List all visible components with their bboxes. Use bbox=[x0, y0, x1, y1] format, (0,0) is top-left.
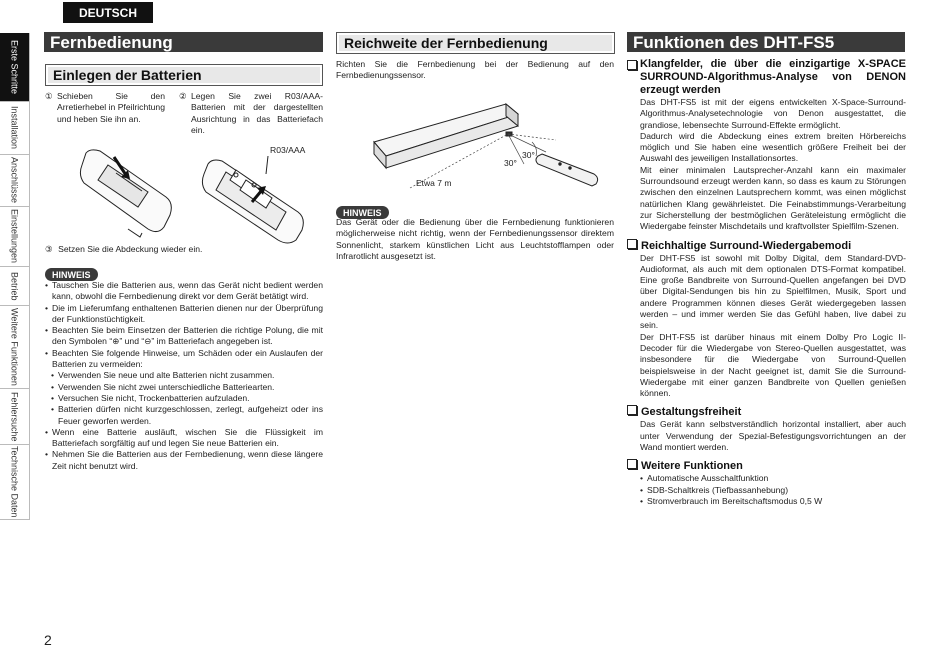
list-item: • Stromverbrauch im Bereitschaftsmodus 0,5 W bbox=[640, 496, 906, 507]
list-item: • Versuchen Sie nicht, Trockenbatterien aufzuladen. bbox=[45, 393, 323, 404]
battery-notes bbox=[45, 280, 323, 472]
list-item: • Wenn eine Batterie ausläuft, wischen Sie die Flüssigkeit im Batteriefach sorgfältig auf und legen Sie neue Batterien ein. bbox=[45, 427, 323, 450]
list-item: • SDB-Schaltkreis (Tiefbassanhebung) bbox=[640, 485, 906, 496]
checkbox-square-icon bbox=[627, 405, 637, 415]
remote-cover-illustration bbox=[78, 145, 178, 240]
nav-item-label: Weitere Funktionen bbox=[9, 308, 20, 386]
checkbox-square-icon bbox=[627, 60, 637, 70]
nav-item-fehlersuche[interactable] bbox=[0, 389, 29, 445]
step-1 bbox=[45, 91, 165, 125]
distance-label: Etwa 7 m bbox=[416, 178, 452, 188]
feature-section bbox=[627, 58, 906, 233]
list-item: • Verwenden Sie nicht zwei unterschiedliche Batteriearten. bbox=[45, 382, 323, 393]
nav-item-betrieb[interactable] bbox=[0, 267, 29, 306]
feature-heading bbox=[627, 239, 906, 253]
feature-heading-text: Gestaltungsfreiheit bbox=[641, 406, 742, 419]
subtitle-einlegen-batterien: Einlegen der Batterien bbox=[45, 64, 323, 86]
battery-insert-illustration bbox=[200, 150, 315, 245]
section-title-fernbedienung: Fernbedienung bbox=[44, 32, 323, 52]
page-number: 2 bbox=[44, 632, 52, 648]
step-1-text: Schieben Sie den Arretierhebel in Pfeilrichtung und heben Sie ihn an. bbox=[57, 91, 165, 124]
step-1-number: ① bbox=[45, 91, 53, 101]
step-2-number: ② bbox=[179, 91, 187, 101]
list-item: • Beachten Sie folgende Hinweise, um Schäden oder ein Auslaufen der Batterien zu vermeiden: bbox=[45, 348, 323, 371]
nav-item-einstellungen[interactable] bbox=[0, 207, 29, 267]
range-diagram bbox=[356, 90, 616, 200]
nav-item-erste-schritte[interactable] bbox=[0, 33, 29, 102]
nav-item-anschluesse[interactable] bbox=[0, 155, 29, 207]
feature-text bbox=[640, 473, 906, 507]
feature-text bbox=[640, 253, 906, 400]
angle-label-1: 30° bbox=[522, 150, 535, 160]
nav-item-technische-daten[interactable] bbox=[0, 445, 29, 520]
checkbox-square-icon bbox=[627, 459, 637, 469]
list-item: • Beachten Sie beim Einsetzen der Batterien die richtige Polung, die mit den Symbolen “⊕” und “⊖” im Batteriefach angegeben ist. bbox=[45, 325, 323, 348]
feature-text bbox=[640, 419, 906, 453]
nav-item-label: Installation bbox=[9, 106, 20, 150]
list-item: • Automatische Ausschaltfunktion bbox=[640, 473, 906, 484]
feature-section bbox=[627, 405, 906, 453]
hinweis-badge-label: HINWEIS bbox=[45, 268, 98, 281]
feature-paragraph: Dadurch wird die Abdeckung eines extrem breiten Hörbereichs möglich und Sie haben eine wesentlich größere Freiheit bei der Auswahl des jeweiligen Installationsortes. bbox=[640, 130, 906, 164]
step-2-text: Legen Sie zwei R03/AAA-Batterien mit der dargestellten Ausrichtung in das Batteriefach ein. bbox=[191, 91, 323, 135]
nav-item-weitere-funktionen[interactable] bbox=[0, 306, 29, 389]
checkbox-square-icon bbox=[627, 239, 637, 249]
range-intro-text: Richten Sie die Fernbedienung bei der Bedienung auf den Fernbedienungssensor. bbox=[336, 59, 614, 81]
list-item: • Tauschen Sie die Batterien aus, wenn das Gerät nicht bedient werden kann, obwohl die Fernbedienung direkt vor dem Gerät betätigt wird. bbox=[45, 280, 323, 303]
hinweis-badge-label: HINWEIS bbox=[336, 206, 389, 219]
further-functions-list bbox=[640, 473, 906, 507]
nav-item-label: Erste Schritte bbox=[9, 39, 20, 95]
feature-text bbox=[640, 97, 906, 233]
feature-heading-text: Klangfelder, die über die einzigartige X-SPACE SURROUND-Algorithmus-Analyse von DENON erzeugt werden bbox=[640, 58, 906, 96]
feature-heading bbox=[627, 58, 906, 97]
features-body bbox=[627, 58, 906, 507]
angle-label-2: 30° bbox=[504, 158, 517, 168]
nav-item-label: Technische Daten bbox=[9, 446, 20, 518]
feature-heading bbox=[627, 405, 906, 419]
list-item: • Nehmen Sie die Batterien aus der Fernbedienung, wenn diese längere Zeit nicht benutzt wird. bbox=[45, 449, 323, 472]
step-3-text: Setzen Sie die Abdeckung wieder ein. bbox=[58, 244, 203, 254]
feature-paragraph: Mit einer minimalen Lautsprecher-Anzahl kann ein maximaler Surroundsound erzeugt werden kann, so dass es kaum zu Störungen zwischen den einzelnen Lautsprechern kommt, was einen möglichst natürlichen Klang gewährleistet. Die Feinabstimmungs-Verarbeitung zur Sicherstellung der bestmöglichen Geräteleistung ermöglicht die Wiedergabe feinster Mischdetails und kraftvollster Spielfilm-Szenen. bbox=[640, 164, 906, 232]
feature-heading bbox=[627, 459, 906, 473]
feature-paragraph: Der DHT-FS5 ist sowohl mit Dolby Digital, dem Standard-DVD-Audioformat, als auch mit dem optionalen DTS-Format kompatibel. Eine große Bandbreite von Surround-Quellen angefangen bei DVD über Digital-Sendungen bis hin zu Spielfilmen, Musik, Sport und andere Programmen können dieses Gerät wiedergegeben lassen werden – und immer werden Sie das Gefühl haben, live dabei zu sein. bbox=[640, 252, 906, 331]
feature-heading-text: Reichhaltige Surround-Wiedergabemodi bbox=[641, 239, 852, 252]
nav-item-label: Fehlersuche bbox=[9, 391, 20, 442]
nav-item-label: Betrieb bbox=[9, 271, 20, 301]
feature-section bbox=[627, 239, 906, 400]
list-item: • Verwenden Sie neue und alte Batterien nicht zusammen. bbox=[45, 370, 323, 381]
list-item: • Die im Lieferumfang enthaltenen Batterien dienen nur der Überprüfung der Funktionstüchtigkeit. bbox=[45, 303, 323, 326]
step-2 bbox=[179, 91, 323, 136]
nav-item-label: Einstellungen bbox=[9, 209, 20, 264]
subtitle-reichweite: Reichweite der Fernbedienung bbox=[336, 32, 615, 54]
step-3 bbox=[45, 244, 315, 255]
feature-paragraph: Der DHT-FS5 ist darüber hinaus mit einem Dolby Pro Logic II-Decoder für die Wiedergabe von Stereo-Quellen ausgestattet, was insbesondere für die Wiedergabe von Surround-Quellen beispielsweise in der Nacht geeignet ist, damit Sie die Surround-Wiedergabe mit einer ganzen Bandbreite von Quellen genießen können. bbox=[640, 331, 906, 399]
range-note-text: Das Gerät oder die Bedienung über die Fernbedienung funktionieren möglicherweise nicht richtig, wenn der Fernbedienungssensor direktem Sonnenlicht, starkem künstlichen Licht aus Leuchtstofflampen oder Infrarotlicht ausgesetzt ist. bbox=[336, 217, 614, 261]
list-item: • Batterien dürfen nicht kurzgeschlossen, zerlegt, aufgeheizt oder ins Feuer geworfen werden. bbox=[45, 404, 323, 427]
nav-item-installation[interactable] bbox=[0, 102, 29, 155]
battery-type-label: R03/AAA bbox=[270, 145, 306, 155]
feature-section bbox=[627, 459, 906, 507]
step-3-number: ③ bbox=[45, 244, 53, 254]
language-tab: DEUTSCH bbox=[63, 2, 153, 23]
feature-heading-text: Weitere Funktionen bbox=[641, 460, 743, 473]
nav-item-label: Anschlüsse bbox=[9, 157, 20, 204]
battery-notes-list bbox=[45, 280, 323, 472]
section-title-funktionen: Funktionen des DHT-FS5 bbox=[627, 32, 905, 52]
nav-divider bbox=[29, 33, 30, 520]
feature-paragraph: Das DHT-FS5 ist mit der eigens entwickelten X-Space-Surround-Algorithmus-Analysetechnologie von Denon ausgestattet, die grandiose, lebensechte Surround-Effekte ermöglicht. bbox=[640, 97, 906, 130]
feature-paragraph: Das Gerät kann selbstverständlich horizontal installiert, aber auch unter Verwendung der Spezial-Befestigungsvorrichtungen an der Wand montiert werden. bbox=[640, 419, 906, 453]
